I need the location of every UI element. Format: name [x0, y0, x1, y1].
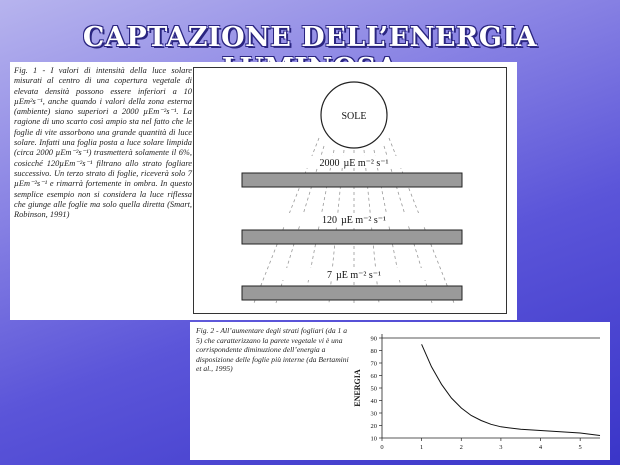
series-line: [422, 344, 600, 435]
level-2-label: [322, 215, 386, 226]
y-tick-label: 70: [370, 360, 377, 368]
level-1-label: [319, 158, 388, 169]
light-layers-svg: [194, 68, 506, 313]
y-tick-label: 50: [370, 385, 377, 393]
chart-ticks: [371, 336, 582, 452]
figure-2-caption-text: - All’aumentare degli strati fogliari (da 1 a 5) che caratterizzano la parete vegetale vi è una corrispondente diminuzione dell’energia a disposizione delle foglie più interne (da Bertamini et al., 1995): [196, 326, 349, 374]
chart-axes: [382, 334, 600, 438]
level-2-unit: µE m⁻² s⁻¹: [340, 215, 387, 226]
y-tick-label: 20: [370, 423, 377, 430]
x-tick-label: 4: [538, 444, 543, 451]
figure-1-panel: [10, 62, 517, 320]
level-3-value: 7: [326, 270, 332, 281]
page-title: CAPTAZIONE DELL’ENERGIA: [82, 22, 538, 53]
leaf-layer-3: [242, 286, 462, 300]
level-1-unit: µE m⁻² s⁻¹: [343, 158, 389, 169]
light-layers-diagram: [193, 67, 507, 314]
x-tick-label: 5: [578, 444, 582, 451]
figure-1-caption: [14, 66, 192, 220]
level-2-value: 120: [321, 215, 337, 226]
y-axis-label: ENERGIA: [353, 369, 362, 407]
y-tick-label: 90: [370, 335, 377, 343]
y-tick-label: 30: [370, 410, 377, 418]
y-tick-label: 80: [370, 348, 377, 355]
y-tick-label: 40: [370, 398, 377, 405]
figure-2-label: Fig. 2: [196, 326, 215, 335]
x-tick-label: 1: [420, 444, 424, 451]
figure-2-panel: [190, 322, 610, 460]
y-tick-label: 60: [370, 373, 377, 380]
x-tick-label: 0: [380, 444, 384, 451]
sun-label: SOLE: [341, 111, 367, 122]
figure-1-label: Fig. 1: [14, 66, 38, 75]
level-1-value: 2000: [319, 158, 340, 169]
x-tick-label: 2: [459, 444, 463, 451]
level-3-unit: µE m⁻² s⁻¹: [335, 270, 382, 281]
y-tick-label: 10: [370, 435, 377, 443]
energy-chart: [348, 326, 608, 456]
figure-2-caption: [196, 326, 354, 374]
leaf-layer-2: [242, 230, 462, 244]
x-tick-label: 3: [499, 444, 503, 451]
chart-series: [422, 344, 600, 435]
figure-1-caption-text: - I valori di intensità della luce solare misurati al centro di una copertura vegetale di elevata densità possono essere inferiori a 10 µEm²s⁻¹, anche quando i valori della zona esterna (ambiente) siano superiori a 2000 µEm⁻²s⁻¹. La ragione di uno scarto così ampio sta nel fatto che le foglie di vite assorbono una grande quantità di luce solare. Infatti una foglia posta a luce solare limpida (circa 2000 µEm⁻²s⁻¹) trasmetterà solamente il 6%, cosicché 120µEm⁻²s⁻¹ filtrano allo strato fogliare successivo. Un terzo strato di foglie, riceverà solo 7 µEm⁻²s⁻¹ e rimarrà fortemente in ombra. In questo semplice esempio non si considera la luce riflessa che giunge alle foglie ma solo quella diretta (Smart, Robinson, 1991): [14, 66, 192, 220]
level-3-label: [327, 270, 381, 281]
leaf-layer-1: [242, 173, 462, 187]
